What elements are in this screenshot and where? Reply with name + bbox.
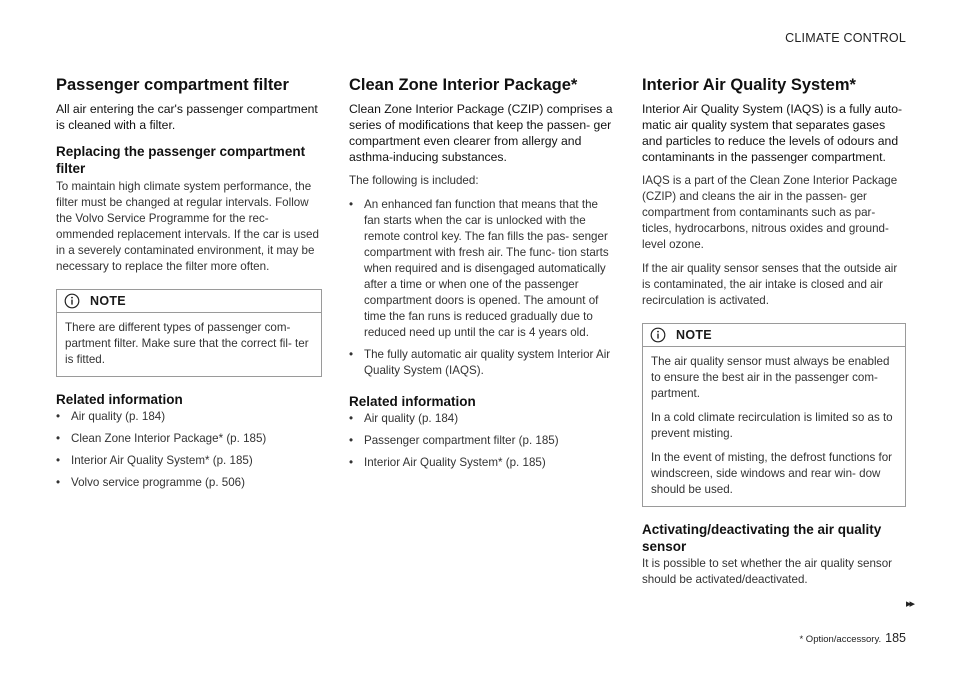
note-box: [642, 323, 906, 507]
note-text: In a cold climate recirculation is limited so as to prevent misting.: [651, 411, 893, 440]
info-icon: [64, 293, 80, 309]
body-text: To maintain high climate system performance, the filter must be changed at regular intervals. Follow the Volvo Service Programme for the rec- ommended replacement intervals. If the car is used in a severely contaminated environment, it may be necessary to replace the filter more often.: [56, 180, 319, 273]
related-link[interactable]: • Interior Air Quality System* (p. 185): [349, 456, 546, 469]
column-iaqs: [642, 76, 906, 588]
related-link[interactable]: • Interior Air Quality System* (p. 185): [56, 454, 253, 467]
related-link[interactable]: • Clean Zone Interior Package* (p. 185): [56, 432, 267, 445]
related-title: Related information: [56, 392, 183, 407]
body-text: IAQS is a part of the Clean Zone Interior Package (CZIP) and cleans the air in the passen- ger compartment from contaminants such as par- ticles, hydrocarbons, nitrous oxides and ground- level ozone.: [642, 174, 898, 251]
note-title: NOTE: [90, 294, 126, 308]
section-title: Clean Zone Interior Package*: [349, 76, 578, 94]
note-text: There are different types of passenger com- partment filter. Make sure that the correct fil- ter is fitted.: [65, 321, 309, 366]
note-text: The air quality sensor must always be enabled to ensure the best air in the passenger com- partment.: [651, 355, 890, 400]
page-number: 185: [885, 631, 906, 645]
intro-text: All air entering the car's passenger compartment is cleaned with a filter.: [56, 102, 318, 132]
footnote: * Option/accessory.: [799, 634, 882, 645]
list-item: • The fully automatic air quality system Interior Air Quality System (IAQS).: [349, 348, 611, 377]
list-item: • An enhanced fan function that means that the fan starts when the car is unlocked with the remote control key. The fan fills the pas- senger compartment with fresh air. The func- tion starts when required and is disengaged automatically after a time or when one of the passenger compartment doors is opened. The amount of time the fan runs is reduced gradually due to reduced need up until the car is 4 years old.: [349, 198, 609, 339]
related-list: [349, 411, 613, 471]
column-czip: [349, 76, 613, 477]
related-link[interactable]: • Air quality (p. 184): [349, 412, 459, 425]
related-title: Related information: [349, 394, 476, 409]
note-box: [56, 289, 322, 377]
note-header: [57, 290, 321, 313]
column-passenger-filter: [56, 76, 322, 497]
body-text: The following is included:: [349, 174, 479, 187]
note-text: In the event of misting, the defrost functions for windscreen, side windows and rear win- dow should be used.: [651, 451, 893, 496]
related-list: [56, 409, 322, 491]
note-header: [643, 324, 905, 347]
continue-arrows-icon: ▸▸: [905, 598, 913, 610]
included-list: [349, 197, 613, 379]
subsection-title: Activating/deactivating the air quality sensor: [642, 522, 882, 554]
section-title: Passenger compartment filter: [56, 76, 289, 94]
section-header: CLIMATE CONTROL: [785, 31, 906, 45]
intro-text: Interior Air Quality System (IAQS) is a fully auto- matic air quality system that separates gases and particles to reduce the levels of odours and contaminants in the passenger compartment.: [642, 102, 903, 164]
section-title: Interior Air Quality System*: [642, 76, 856, 94]
subsection-title: Replacing the passenger compartment filter: [56, 144, 306, 176]
note-title: NOTE: [676, 328, 712, 342]
intro-text: Clean Zone Interior Package (CZIP) comprises a series of modifications that keep the passen- ger compartment even clearer from allergy and asthma-inducing substances.: [349, 102, 613, 164]
related-link[interactable]: • Air quality (p. 184): [56, 410, 166, 423]
info-icon: [650, 327, 666, 343]
related-link[interactable]: • Passenger compartment filter (p. 185): [349, 434, 559, 447]
body-text: It is possible to set whether the air quality sensor should be activated/deactivated.: [642, 557, 893, 586]
body-text: If the air quality sensor senses that the outside air is contaminated, the air intake is closed and air recirculation is activated.: [642, 262, 898, 307]
page-footer: [799, 631, 906, 645]
related-link[interactable]: • Volvo service programme (p. 506): [56, 476, 245, 489]
